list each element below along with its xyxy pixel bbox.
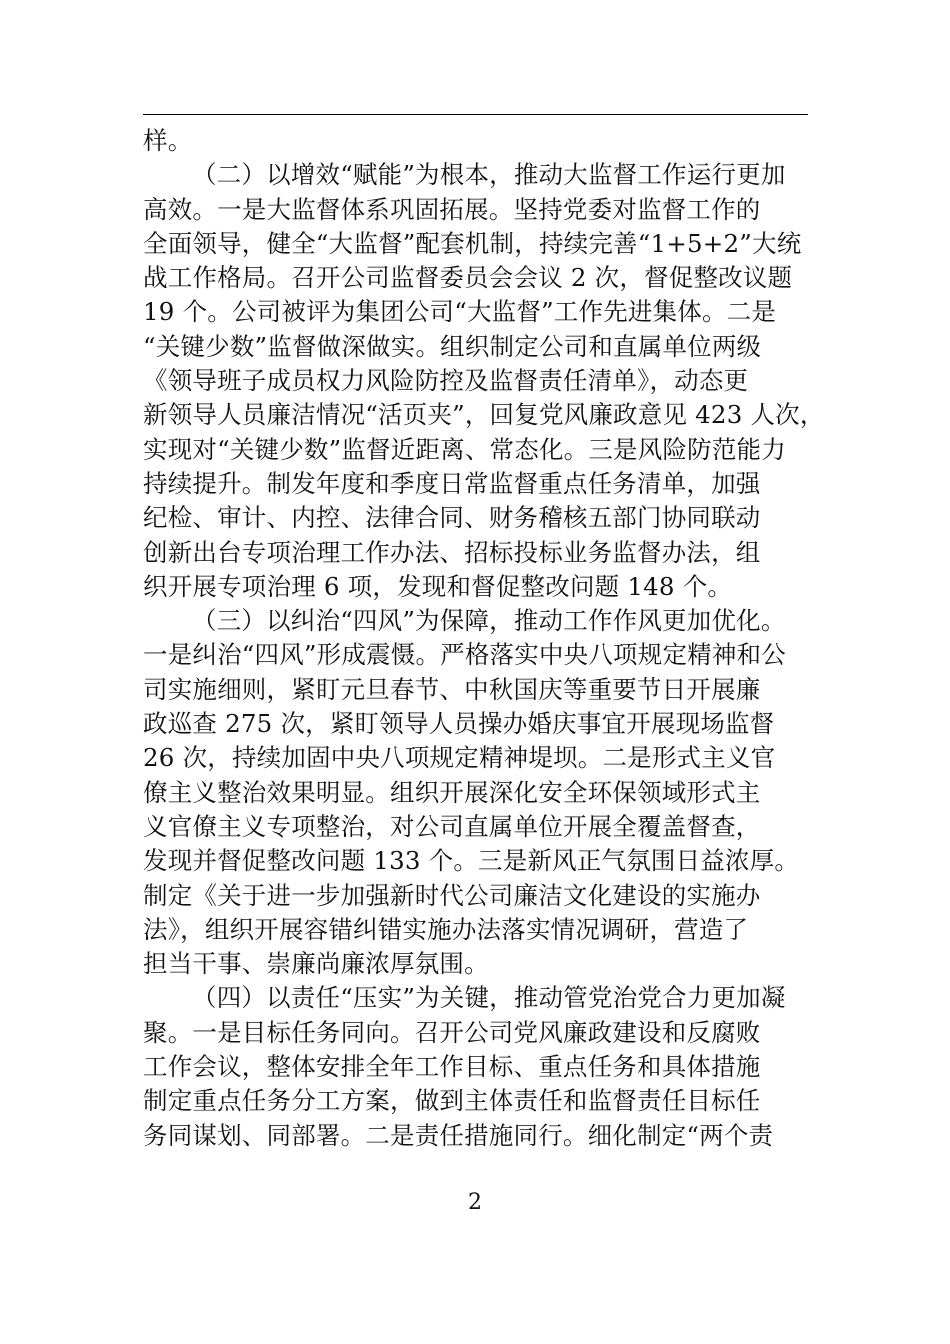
section-heading-line: （三）以纠治“四风”为保障，推动工作作风更加优化。 xyxy=(192,606,786,636)
text-line: 高效。一是大监督体系巩固拓展。坚持党委对监督工作的 xyxy=(143,194,761,224)
text-line: 实现对“关键少数”监督近距离、常态化。三是风险防范能力 xyxy=(143,434,786,464)
text-line: 政巡查 275 次，紧盯领导人员操办婚庆事宜开展现场监督 xyxy=(143,709,775,739)
text-line: 19 个。公司被评为集团公司“大监督”工作先进集体。二是 xyxy=(143,297,777,327)
text-line: 26 次，持续加固中央八项规定精神堤坝。二是形式主义官 xyxy=(143,743,776,773)
header-rule xyxy=(143,114,808,115)
text-line: 法》，组织开展容错纠错实施办法落实情况调研，营造了 xyxy=(143,914,749,944)
text-line: 《领导班子成员权力风险防控及监督责任清单》，动态更 xyxy=(143,366,749,396)
text-line: 制定重点任务分工方案，做到主体责任和监督责任目标任 xyxy=(143,1086,761,1116)
text-line: 制定《关于进一步加强新时代公司廉洁文化建设的实施办 xyxy=(143,880,761,910)
text-line: 聚。一是目标任务同向。召开公司党风廉政建设和反腐败 xyxy=(143,1017,761,1047)
text-line: 司实施细则，紧盯元旦春节、中秋国庆等重要节日开展廉 xyxy=(143,674,761,704)
text-line: 发现并督促整改问题 133 个。三是新风正气氛围日益浓厚。 xyxy=(143,846,800,876)
section-heading-line: （二）以增效“赋能”为根本，推动大监督工作运行更加 xyxy=(192,160,786,190)
text-line: 纪检、审计、内控、法律合同、财务稽核五部门协同联动 xyxy=(143,503,761,533)
text-line: 僚主义整治效果明显。组织开展深化安全环保领域形式主 xyxy=(143,777,761,807)
text-line: 一是纠治“四风”形成震慑。严格落实中央八项规定精神和公 xyxy=(143,640,786,670)
text-line: 持续提升。制发年度和季度日常监督重点任务清单，加强 xyxy=(143,468,761,498)
text-line: 织开展专项治理 6 项，发现和督促整改问题 148 个。 xyxy=(143,571,733,601)
text-line: 全面领导，健全“大监督”配套机制，持续完善“1+5+2”大统 xyxy=(143,228,802,258)
text-line: 创新出台专项治理工作办法、招标投标业务监督办法，组 xyxy=(143,537,761,567)
text-line: 战工作格局。召开公司监督委员会会议 2 次，督促整改议题 xyxy=(143,263,793,293)
text-line: 样。 xyxy=(143,126,193,155)
section-heading-line: （四）以责任“压实”为关键，推动管党治党合力更加凝 xyxy=(192,983,786,1013)
text-line: 担当干事、崇廉尚廉浓厚氛围。 xyxy=(143,949,489,979)
page-number: 2 xyxy=(468,1190,482,1215)
text-line: 新领导人员廉洁情况“活页夹”，回复党风廉政意见 423 人次， xyxy=(143,400,825,430)
text-line: 务同谋划、同部署。二是责任措施同行。细化制定“两个责 xyxy=(143,1120,774,1150)
text-line: 工作会议，整体安排全年工作目标、重点任务和具体措施 xyxy=(143,1052,761,1082)
text-line: “关键少数”监督做深做实。组织制定公司和直属单位两级 xyxy=(143,331,762,361)
text-line: 义官僚主义专项整治，对公司直属单位开展全覆盖督查， xyxy=(143,811,761,841)
body-text xyxy=(143,124,825,1153)
